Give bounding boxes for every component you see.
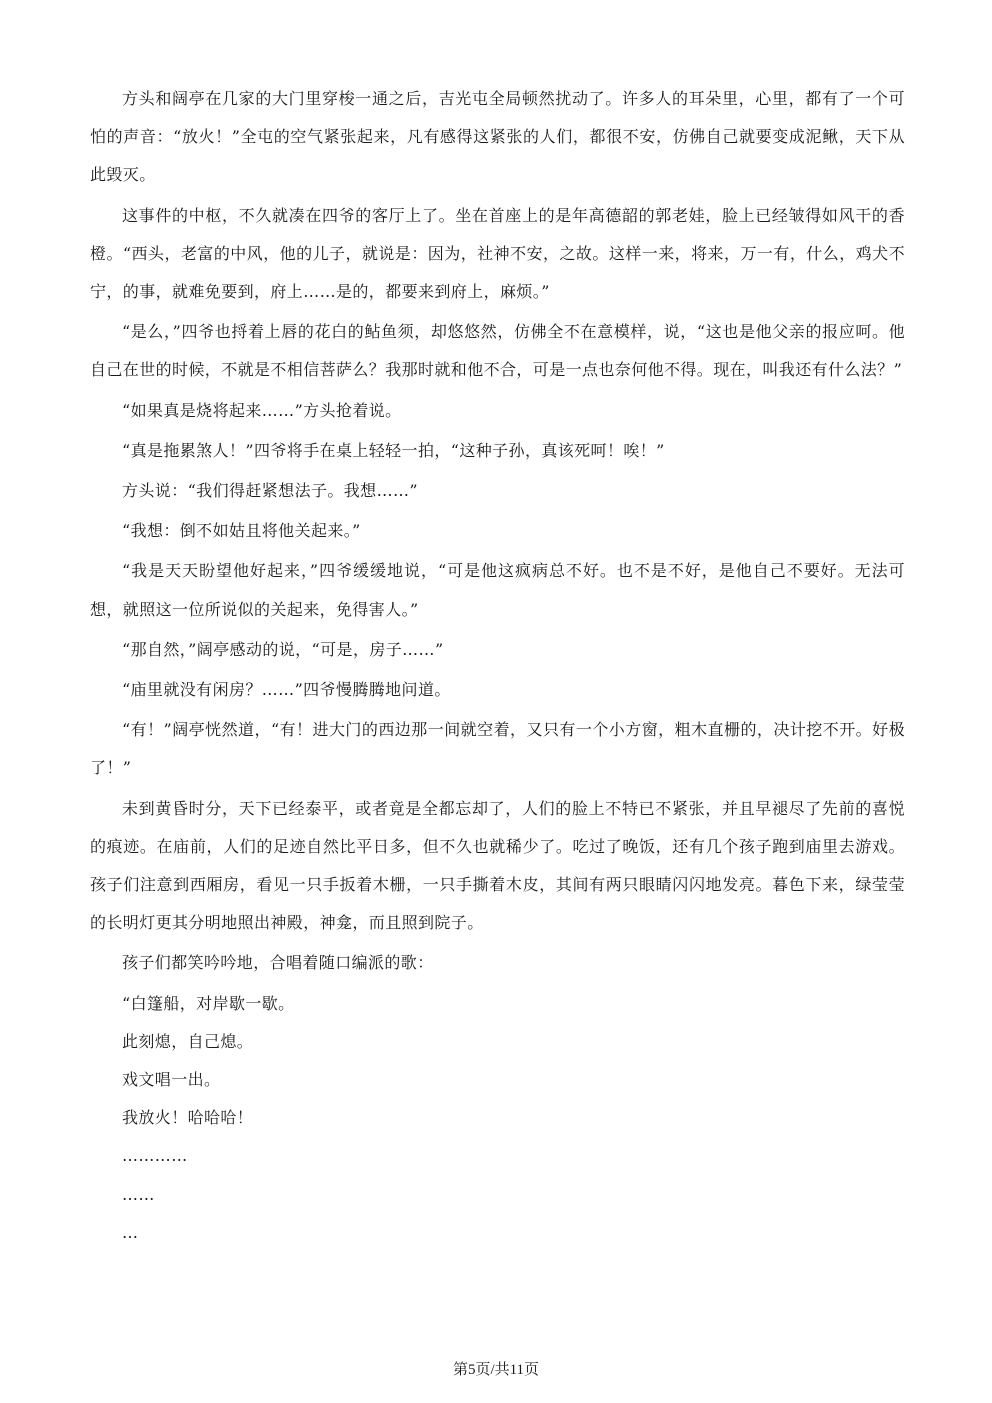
song-line: …… — [122, 1184, 155, 1204]
paragraph: “有！”阔亭恍然道，“有！进大门的西边那一间就空着，又只有一个小方窗，粗木直栅的，决计挖不开。好极了！” — [90, 720, 905, 778]
paragraph: 孩子们都笑吟吟地，合唱着随口编派的歌： — [122, 953, 434, 973]
paragraph: “那自然，”阔亭感动的说，“可是，房子……” — [122, 639, 444, 659]
song-line: … — [122, 1222, 139, 1242]
paragraph: “我想：倒不如姑且将他关起来。” — [122, 521, 361, 541]
paragraph: “是么，”四爷也捋着上唇的花白的鲇鱼须，却悠悠然，仿佛全不在意模样，说，“这也是他父亲的报应呵。他自己在世的时候，不就是不相信菩萨么？我那时就和他不合，可是一点也奈何他不得。现在，叫我还有什么法？” — [90, 322, 905, 380]
children-song — [90, 985, 905, 1252]
song-line: 我放火！哈哈哈！ — [122, 1108, 254, 1128]
paragraph: “庙里就没有闲房？……”四爷慢腾腾地问道。 — [122, 680, 451, 700]
song-line: 此刻熄，自己熄。 — [122, 1031, 254, 1051]
paragraph: “我是天天盼望他好起来，”四爷缓缓地说，“可是他这疯病总不好。也不是不好，是他自己不要好。无法可想，就照这一位所说似的关起来，免得害人。” — [90, 561, 905, 619]
paragraph: “如果真是烧将起来……”方头抢着说。 — [122, 400, 402, 420]
paragraph: 方头和阔亭在几家的大门里穿梭一通之后，吉光屯全局顿然扰动了。许多人的耳朵里，心里，都有了一个可怕的声音：“放火！”全屯的空气紧张起来，凡有感得这紧张的人们，都很不安，仿佛自己就要变成泥鳅，天下从此毁灭。 — [90, 89, 905, 185]
story-body — [90, 80, 905, 1252]
song-line: ………… — [122, 1146, 188, 1166]
paragraph: “真是拖累煞人！”四爷将手在桌上轻轻一拍，“这种子孙，真该死呵！唉！” — [122, 440, 665, 460]
song-line: “白篷船，对岸歇一歇。 — [122, 993, 295, 1013]
song-line: 戏文唱一出。 — [122, 1070, 221, 1090]
paragraph: 这事件的中枢，不久就凑在四爷的客厅上了。坐在首座上的是年高德韶的郭老娃，脸上已经皱得如风干的香橙。“西头，老富的中风，他的儿子，就说是：因为，社神不安，之故。这样一来，将来，万一有，什么，鸡犬不宁，的事，就难免要到，府上……是的，都要来到府上，麻烦。” — [90, 205, 905, 302]
paragraph: 未到黄昏时分，天下已经泰平，或者竟是全都忘却了，人们的脸上不特已不紧张，并且早褪尽了先前的喜悦的痕迹。在庙前，人们的足迹自然比平日多，但不久也就稀少了。吃过了晚饭，还有几个孩子跑到庙里去游戏。孩子们注意到西厢房，看见一只手扳着木栅，一只手撕着木皮，其间有两只眼睛闪闪地发亮。暮色下来，绿莹莹的长明灯更其分明地照出神殿，神龛，而且照到院子。 — [90, 798, 905, 933]
paragraph: 方头说：“我们得赶紧想法子。我想……” — [122, 481, 418, 501]
page-number: 第5页/共11页 — [452, 1362, 540, 1378]
